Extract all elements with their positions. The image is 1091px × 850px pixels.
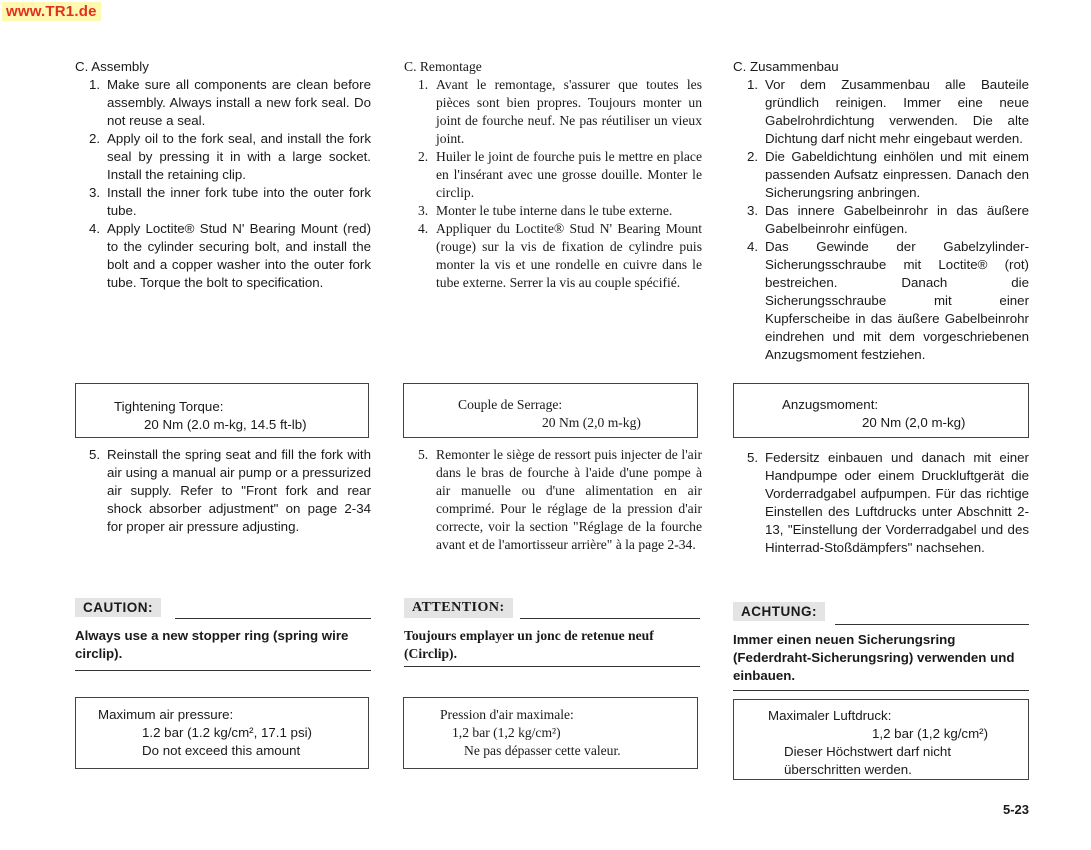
step-number: 5. (89, 447, 101, 462)
pressure-value: 1,2 bar (1,2 kg/cm²) (452, 725, 561, 740)
list-item (733, 202, 1029, 238)
step-text: Appliquer du Loctite® Stud N' Bearing Mount (rouge) sur la vis de fixation de cylindre puis monter la vis et une rondelle en cuivre dans le tube externe. Serrer la vis au couple spécifié. (436, 221, 702, 290)
french-column (404, 58, 702, 292)
step-number: 4. (418, 221, 429, 236)
step-number: 2. (747, 149, 759, 164)
step-text: Make sure all components are clean before assembly. Always install a new fork seal. Do not reuse a seal. (107, 77, 371, 128)
step-text: Apply oil to the fork seal, and install the fork seal by pressing it in with a large socket. Install the retaining clip. (107, 131, 371, 182)
caution-badge: ACHTUNG: (733, 602, 825, 621)
step-number: 2. (89, 131, 101, 146)
step-text: Die Gabeldichtung einhölen und mit einem passenden Aufsatz einpressen. Danach den Sicherungsring anbringen. (765, 149, 1029, 200)
torque-value: 20 Nm (2.0 m-kg, 14.5 ft-lb) (144, 417, 307, 432)
list-item (733, 148, 1029, 202)
torque-spec-box (403, 383, 698, 438)
step-list (733, 76, 1029, 364)
step-number: 5. (747, 450, 759, 465)
section-heading: C. Zusammenbau (733, 59, 839, 74)
step-number: 3. (89, 185, 101, 200)
caution-badge: ATTENTION: (404, 598, 513, 618)
list-item (404, 202, 702, 220)
step-number: 3. (747, 203, 759, 218)
caution-line (175, 618, 371, 619)
pressure-note: Do not exceed this amount (142, 743, 301, 758)
pressure-value: 1,2 bar (1,2 kg/cm²) (872, 726, 989, 741)
step-text: Remonter le siège de ressort puis injecter de l'air dans le bras de fourche à l'aide d'une pompe à air manuelle ou d'une alimentation en air comprimé. Pour le réglage de la pression d'air correcte, voir la section "Réglage de la fourche avant et de l'amortisseur arrière" à la page 2-34. (436, 447, 702, 552)
caution-badge: CAUTION: (75, 598, 161, 617)
torque-spec-box (75, 383, 369, 438)
caution-text: Toujours emplayer un jonc de retenue neuf (Circlip). (404, 628, 654, 661)
pressure-label: Maximaler Luftdruck: (768, 708, 892, 723)
site-watermark: www.TR1.de (2, 2, 101, 21)
section-heading: C. Remontage (404, 59, 482, 74)
step-text: Das Gewinde der Gabelzylinder-Sicherungsschraube mit Loctite® (rot) bestreichen. Danach die Sicherungsschraube mit einer Kupferscheibe in das äußere Gabelbeinrohr eindrehen und mit dem vorgeschriebenen Anzugsmoment festziehen. (765, 239, 1029, 362)
step-number: 4. (747, 239, 759, 254)
torque-value: 20 Nm (2,0 m-kg) (862, 415, 966, 430)
air-pressure-box (75, 697, 369, 769)
step-number: 1. (89, 77, 101, 92)
divider (75, 670, 371, 671)
pressure-label: Maximum air pressure: (98, 707, 234, 722)
list-item (75, 184, 371, 220)
section-heading: C. Assembly (75, 59, 149, 74)
air-pressure-box (733, 699, 1029, 780)
page-number: 5-23 (1002, 802, 1029, 817)
pressure-note: Dieser Höchstwert darf nicht überschritten werden. (784, 744, 952, 777)
english-step-5 (75, 446, 371, 536)
step-number: 5. (418, 447, 429, 462)
step-text: Apply Loctite® Stud N' Bearing Mount (red) to the cylinder securing bolt, and install the bolt and a copper washer into the outer fork tube. Torque the bolt to specification. (107, 221, 371, 290)
torque-value: 20 Nm (2,0 m-kg) (542, 415, 641, 430)
list-item (733, 449, 1029, 557)
torque-spec-box (733, 383, 1029, 438)
list-item (733, 76, 1029, 148)
list-item (75, 220, 371, 292)
caution-line (835, 624, 1029, 625)
list-item (75, 76, 371, 130)
french-step-5 (404, 446, 702, 554)
step-text: Install the inner fork tube into the outer fork tube. (107, 185, 371, 218)
list-item (75, 130, 371, 184)
list-item (75, 446, 371, 536)
step-number: 2. (418, 149, 429, 164)
step-number: 4. (89, 221, 101, 236)
divider (733, 690, 1029, 691)
pressure-note: Ne pas dépasser cette valeur. (464, 743, 621, 758)
list-item (404, 148, 702, 202)
pressure-value: 1.2 bar (1.2 kg/cm², 17.1 psi) (142, 725, 312, 740)
pressure-label: Pression d'air maximale: (440, 707, 574, 722)
german-step-5 (733, 449, 1029, 557)
list-item (404, 446, 702, 554)
step-list (75, 76, 371, 292)
step-text: Vor dem Zusammenbau alle Bauteile gründlich reinigen. Immer eine neue Gabelrohrdichtung verwenden. Die alte Dichtung darf nicht mehr eingebaut werden. (765, 77, 1029, 146)
list-item (733, 238, 1029, 364)
torque-label: Couple de Serrage: (458, 397, 563, 412)
step-text: Huiler le joint de fourche puis le mettre en place en l'insérant avec une grosse douille. Monter le circlip. (436, 149, 702, 200)
caution-header (404, 598, 513, 618)
air-pressure-box (403, 697, 698, 769)
list-item (404, 220, 702, 292)
step-text: Monter le tube interne dans le tube externe. (436, 203, 673, 218)
step-number: 1. (418, 77, 429, 92)
step-text: Das innere Gabelbeinrohr in das äußere Gabelbeinrohr einfügen. (765, 203, 1029, 236)
caution-header (75, 598, 161, 617)
english-column (75, 58, 371, 292)
step-text: Federsitz einbauen und danach mit einer Handpumpe oder einem Druckluftgerät die Vorderradgabel aufpumpen. Für das richtige Einstellen des Luftdrucks unter Abschnitt 2-13, "Einstellung der Vorderradgabel und des Hinterrad-Stoßdämpfers" nachsehen. (765, 450, 1029, 555)
divider (404, 666, 700, 667)
list-item (404, 76, 702, 148)
step-list (404, 76, 702, 292)
caution-text: Always use a new stopper ring (spring wire circlip). (75, 628, 349, 661)
step-text: Avant le remontage, s'assurer que toutes les pièces sont bien propres. Toujours monter un joint de fourche neuf. Ne pas réutiliser un vieux joint. (436, 77, 702, 146)
caution-header (733, 602, 825, 621)
torque-label: Tightening Torque: (114, 399, 224, 414)
step-text: Reinstall the spring seat and fill the fork with air using a manual air pump or a pressurized air supply. Refer to "Front fork and rear shock absorber adjustment" on page 2-34 for proper air pressure adjusting. (107, 447, 371, 534)
caution-line (520, 618, 700, 619)
caution-text: Immer einen neuen Sicherungsring (Federdraht-Sicherungsring) verwenden und einbauen. (733, 632, 1015, 683)
german-column (733, 58, 1029, 364)
step-number: 1. (747, 77, 759, 92)
step-number: 3. (418, 203, 429, 218)
torque-label: Anzugsmoment: (782, 397, 879, 412)
